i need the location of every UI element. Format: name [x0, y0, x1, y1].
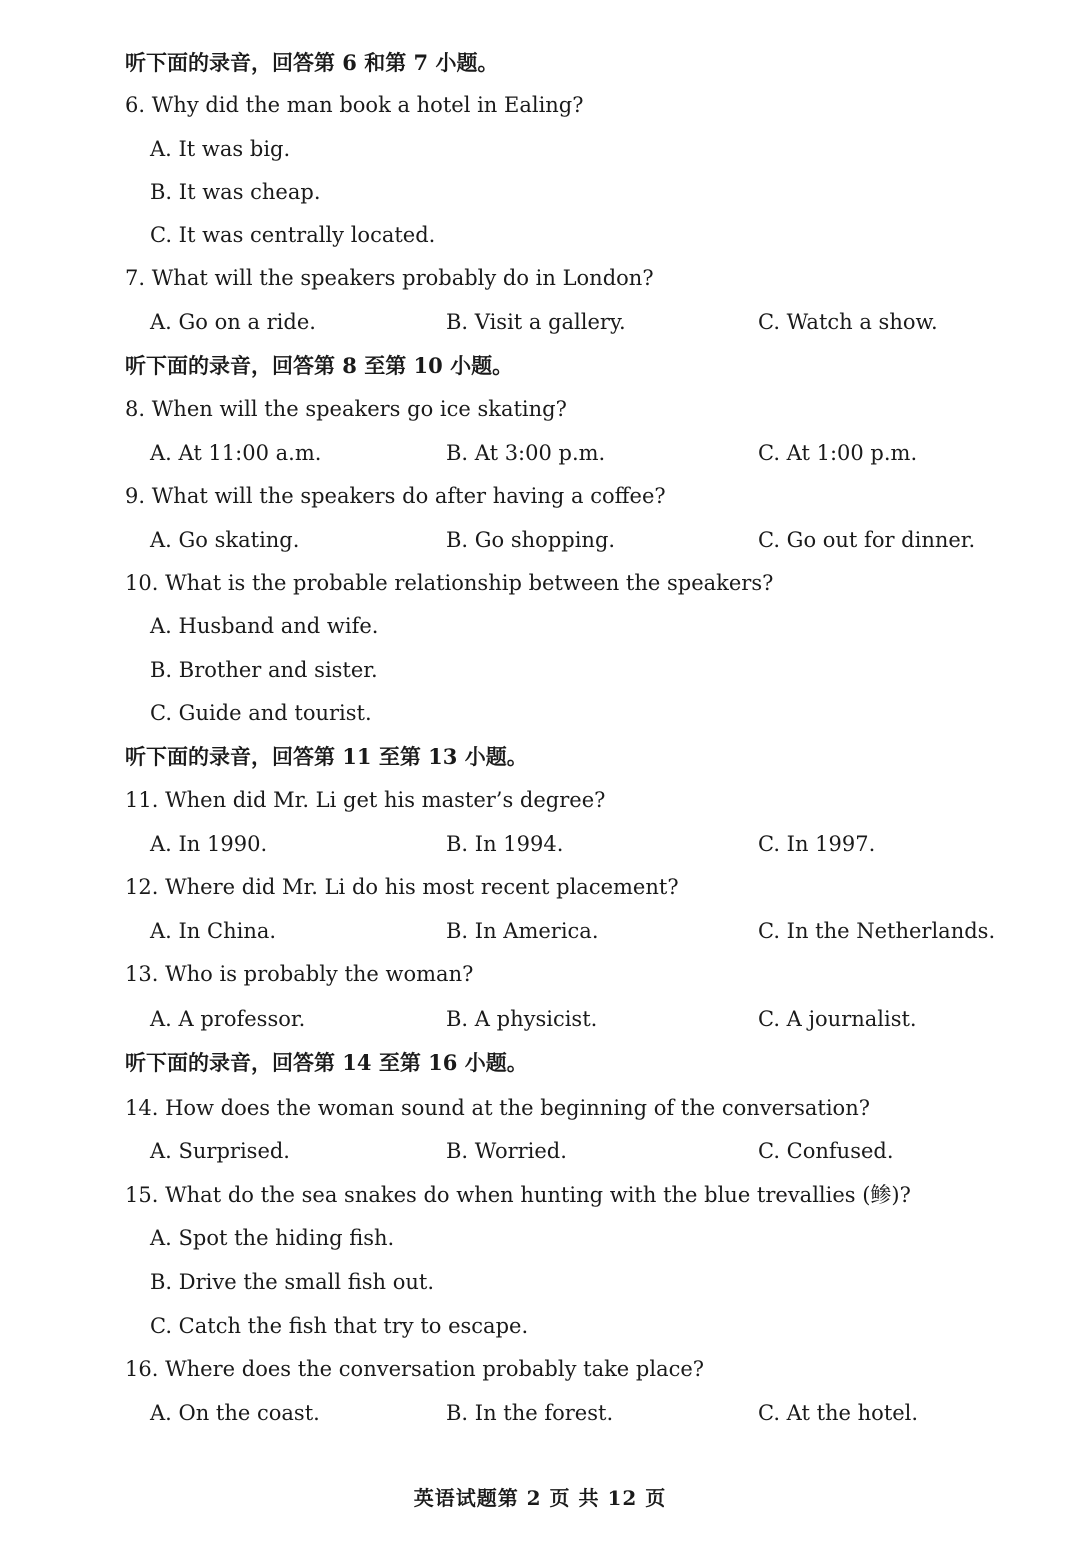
question — [0, 475, 1080, 518]
option-b: B. In America. — [446, 919, 599, 943]
question — [0, 1174, 1080, 1217]
question — [0, 257, 1080, 300]
option-a: A. At 11:00 a.m. — [150, 441, 322, 465]
option-a: A. Go skating. — [150, 528, 300, 552]
option-c: C. At the hotel. — [758, 1401, 919, 1425]
question — [0, 84, 1080, 127]
question — [0, 779, 1080, 822]
option-row — [0, 432, 1080, 475]
option-row — [0, 910, 1080, 953]
option-a: A. Go on a ride. — [150, 310, 316, 334]
option-a: A. On the coast. — [150, 1401, 320, 1425]
option-c: C. Go out for dinner. — [758, 528, 976, 552]
option-b: B. In 1994. — [446, 832, 564, 856]
question — [0, 1348, 1080, 1391]
option-c: C. Guide and tourist. — [150, 701, 372, 725]
question-text: 15. What do the sea snakes do when hunting with the blue trevallies (鲹)? — [125, 1183, 911, 1207]
option-a: A. A professor. — [150, 1007, 306, 1031]
instruction-text: 听下面的录音，回答第 11 至第 13 小题。 — [125, 744, 528, 769]
option-row — [0, 649, 1080, 692]
question — [0, 562, 1080, 605]
option-b: B. A physicist. — [446, 1007, 598, 1031]
question-text: 14. How does the woman sound at the beginning of the conversation? — [125, 1096, 870, 1120]
option-row — [0, 171, 1080, 214]
option-c: C. In 1997. — [758, 832, 876, 856]
option-c: C. Watch a show. — [758, 310, 938, 334]
section-instruction — [0, 41, 1080, 84]
option-row — [0, 1392, 1080, 1435]
question-text: 12. Where did Mr. Li do his most recent placement? — [125, 875, 679, 899]
question — [0, 388, 1080, 431]
option-c: C. Confused. — [758, 1139, 894, 1163]
question — [0, 866, 1080, 909]
option-row — [0, 998, 1080, 1041]
option-b: B. In the forest. — [446, 1401, 614, 1425]
question-text: 9. What will the speakers do after having a coffee? — [125, 484, 666, 508]
option-row — [0, 1130, 1080, 1173]
option-row — [0, 1305, 1080, 1348]
option-a: A. Surprised. — [150, 1139, 290, 1163]
question — [0, 1087, 1080, 1130]
option-b: B. Brother and sister. — [150, 658, 378, 682]
question-text: 13. Who is probably the woman? — [125, 962, 474, 986]
option-a: A. In 1990. — [150, 832, 268, 856]
option-row — [0, 214, 1080, 257]
option-row — [0, 301, 1080, 344]
option-b: B. Go shopping. — [446, 528, 616, 552]
option-b: B. Drive the small fish out. — [150, 1270, 434, 1294]
option-row — [0, 692, 1080, 735]
instruction-text: 听下面的录音，回答第 6 和第 7 小题。 — [125, 50, 499, 75]
option-a: A. It was big. — [150, 137, 291, 161]
option-c: C. A journalist. — [758, 1007, 917, 1031]
option-c: C. In the Netherlands. — [758, 919, 996, 943]
option-b: B. Worried. — [446, 1139, 567, 1163]
page-footer: 英语试题第 2 页 共 12 页 — [413, 1486, 667, 1510]
option-a: A. In China. — [150, 919, 277, 943]
option-row — [0, 128, 1080, 171]
option-row — [0, 1217, 1080, 1260]
option-a: A. Husband and wife. — [150, 614, 379, 638]
question-text: 11. When did Mr. Li get his master’s degree? — [125, 788, 606, 812]
question-text: 6. Why did the man book a hotel in Ealing? — [125, 93, 584, 117]
question-text: 16. Where does the conversation probably take place? — [125, 1357, 705, 1381]
option-b: B. At 3:00 p.m. — [446, 441, 606, 465]
option-b: B. Visit a gallery. — [446, 310, 626, 334]
option-c: C. Catch the fish that try to escape. — [150, 1314, 529, 1338]
option-b: B. It was cheap. — [150, 180, 321, 204]
option-row — [0, 519, 1080, 562]
question-text: 7. What will the speakers probably do in London? — [125, 266, 654, 290]
option-row — [0, 823, 1080, 866]
question-text: 10. What is the probable relationship between the speakers? — [125, 571, 774, 595]
question-text: 8. When will the speakers go ice skating? — [125, 397, 567, 421]
option-row — [0, 605, 1080, 648]
option-a: A. Spot the hiding fish. — [150, 1226, 395, 1250]
option-row — [0, 1261, 1080, 1304]
instruction-text: 听下面的录音，回答第 14 至第 16 小题。 — [125, 1050, 528, 1075]
section-instruction — [0, 1041, 1080, 1084]
option-c: C. It was centrally located. — [150, 223, 436, 247]
option-c: C. At 1:00 p.m. — [758, 441, 918, 465]
question — [0, 953, 1080, 996]
section-instruction — [0, 735, 1080, 778]
instruction-text: 听下面的录音，回答第 8 至第 10 小题。 — [125, 353, 514, 378]
section-instruction — [0, 344, 1080, 387]
